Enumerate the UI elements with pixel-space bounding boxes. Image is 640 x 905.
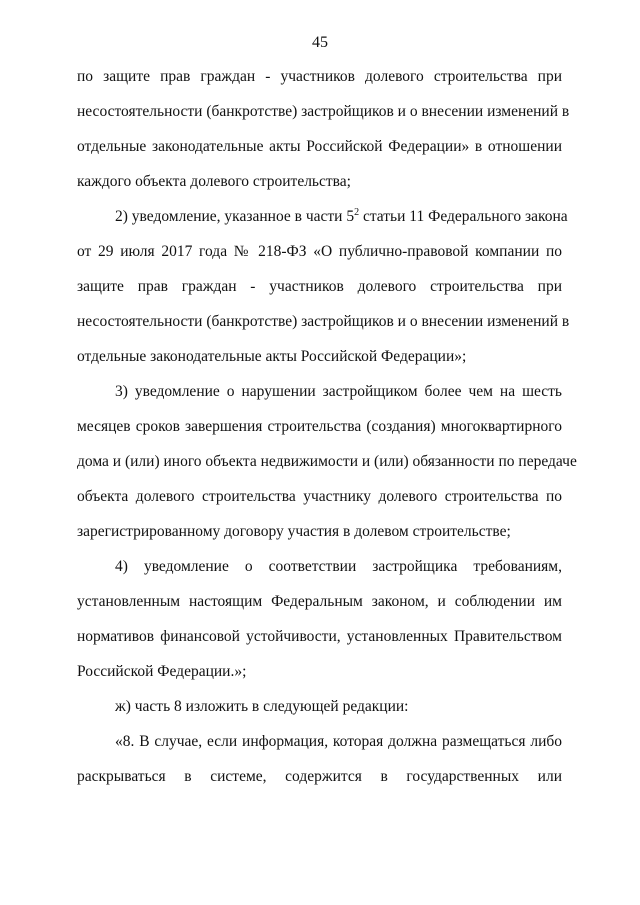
text-segment: статьи 11 Федерального закона [359, 208, 568, 225]
paragraph-line: отдельные законодательные акты Российской Федерации»; [77, 348, 467, 365]
paragraph-line: установленным настоящим Федеральным законом, и соблюдении им [77, 593, 562, 610]
paragraph-line: раскрываться в системе, содержится в государственных или [77, 768, 562, 785]
page-number: 45 [312, 34, 328, 51]
paragraph-line: дома и (или) иного объекта недвижимости и (или) обязанности по передаче [77, 453, 577, 470]
paragraph-line: нормативов финансовой устойчивости, установленных Правительством [77, 628, 562, 645]
paragraph-line: по защите прав граждан - участников долевого строительства при [77, 68, 562, 85]
paragraph-line: защите прав граждан - участников долевого строительства при [77, 278, 562, 295]
paragraph-line [115, 206, 568, 228]
paragraph-line: несостоятельности (банкротстве) застройщиков и о внесении изменений в [77, 313, 570, 330]
paragraph-line: зарегистрированному договору участия в долевом строительстве; [77, 523, 511, 540]
paragraph-line: 3) уведомление о нарушении застройщиком более чем на шесть [115, 383, 562, 400]
paragraph-line: ж) часть 8 изложить в следующей редакции: [115, 698, 409, 715]
paragraph-line: несостоятельности (банкротстве) застройщиков и о внесении изменений в [77, 103, 570, 120]
paragraph-line: Российской Федерации.»; [77, 663, 247, 680]
paragraph-line: отдельные законодательные акты Российской Федерации» в отношении [77, 138, 562, 155]
paragraph-line: месяцев сроков завершения строительства (создания) многоквартирного [77, 418, 562, 435]
paragraph-line: 4) уведомление о соответствии застройщика требованиям, [115, 558, 562, 575]
superscript: 2 [354, 207, 360, 218]
paragraph-line: от 29 июля 2017 года № 218-ФЗ «О публично-правовой компании по [77, 243, 562, 260]
paragraph-line: объекта долевого строительства участнику долевого строительства по [77, 488, 562, 505]
text-segment: 2) уведомление, указанное в части 5 [115, 208, 355, 225]
paragraph-line: «8. В случае, если информация, которая должна размещаться либо [115, 733, 562, 750]
paragraph-line: каждого объекта долевого строительства; [77, 173, 351, 190]
